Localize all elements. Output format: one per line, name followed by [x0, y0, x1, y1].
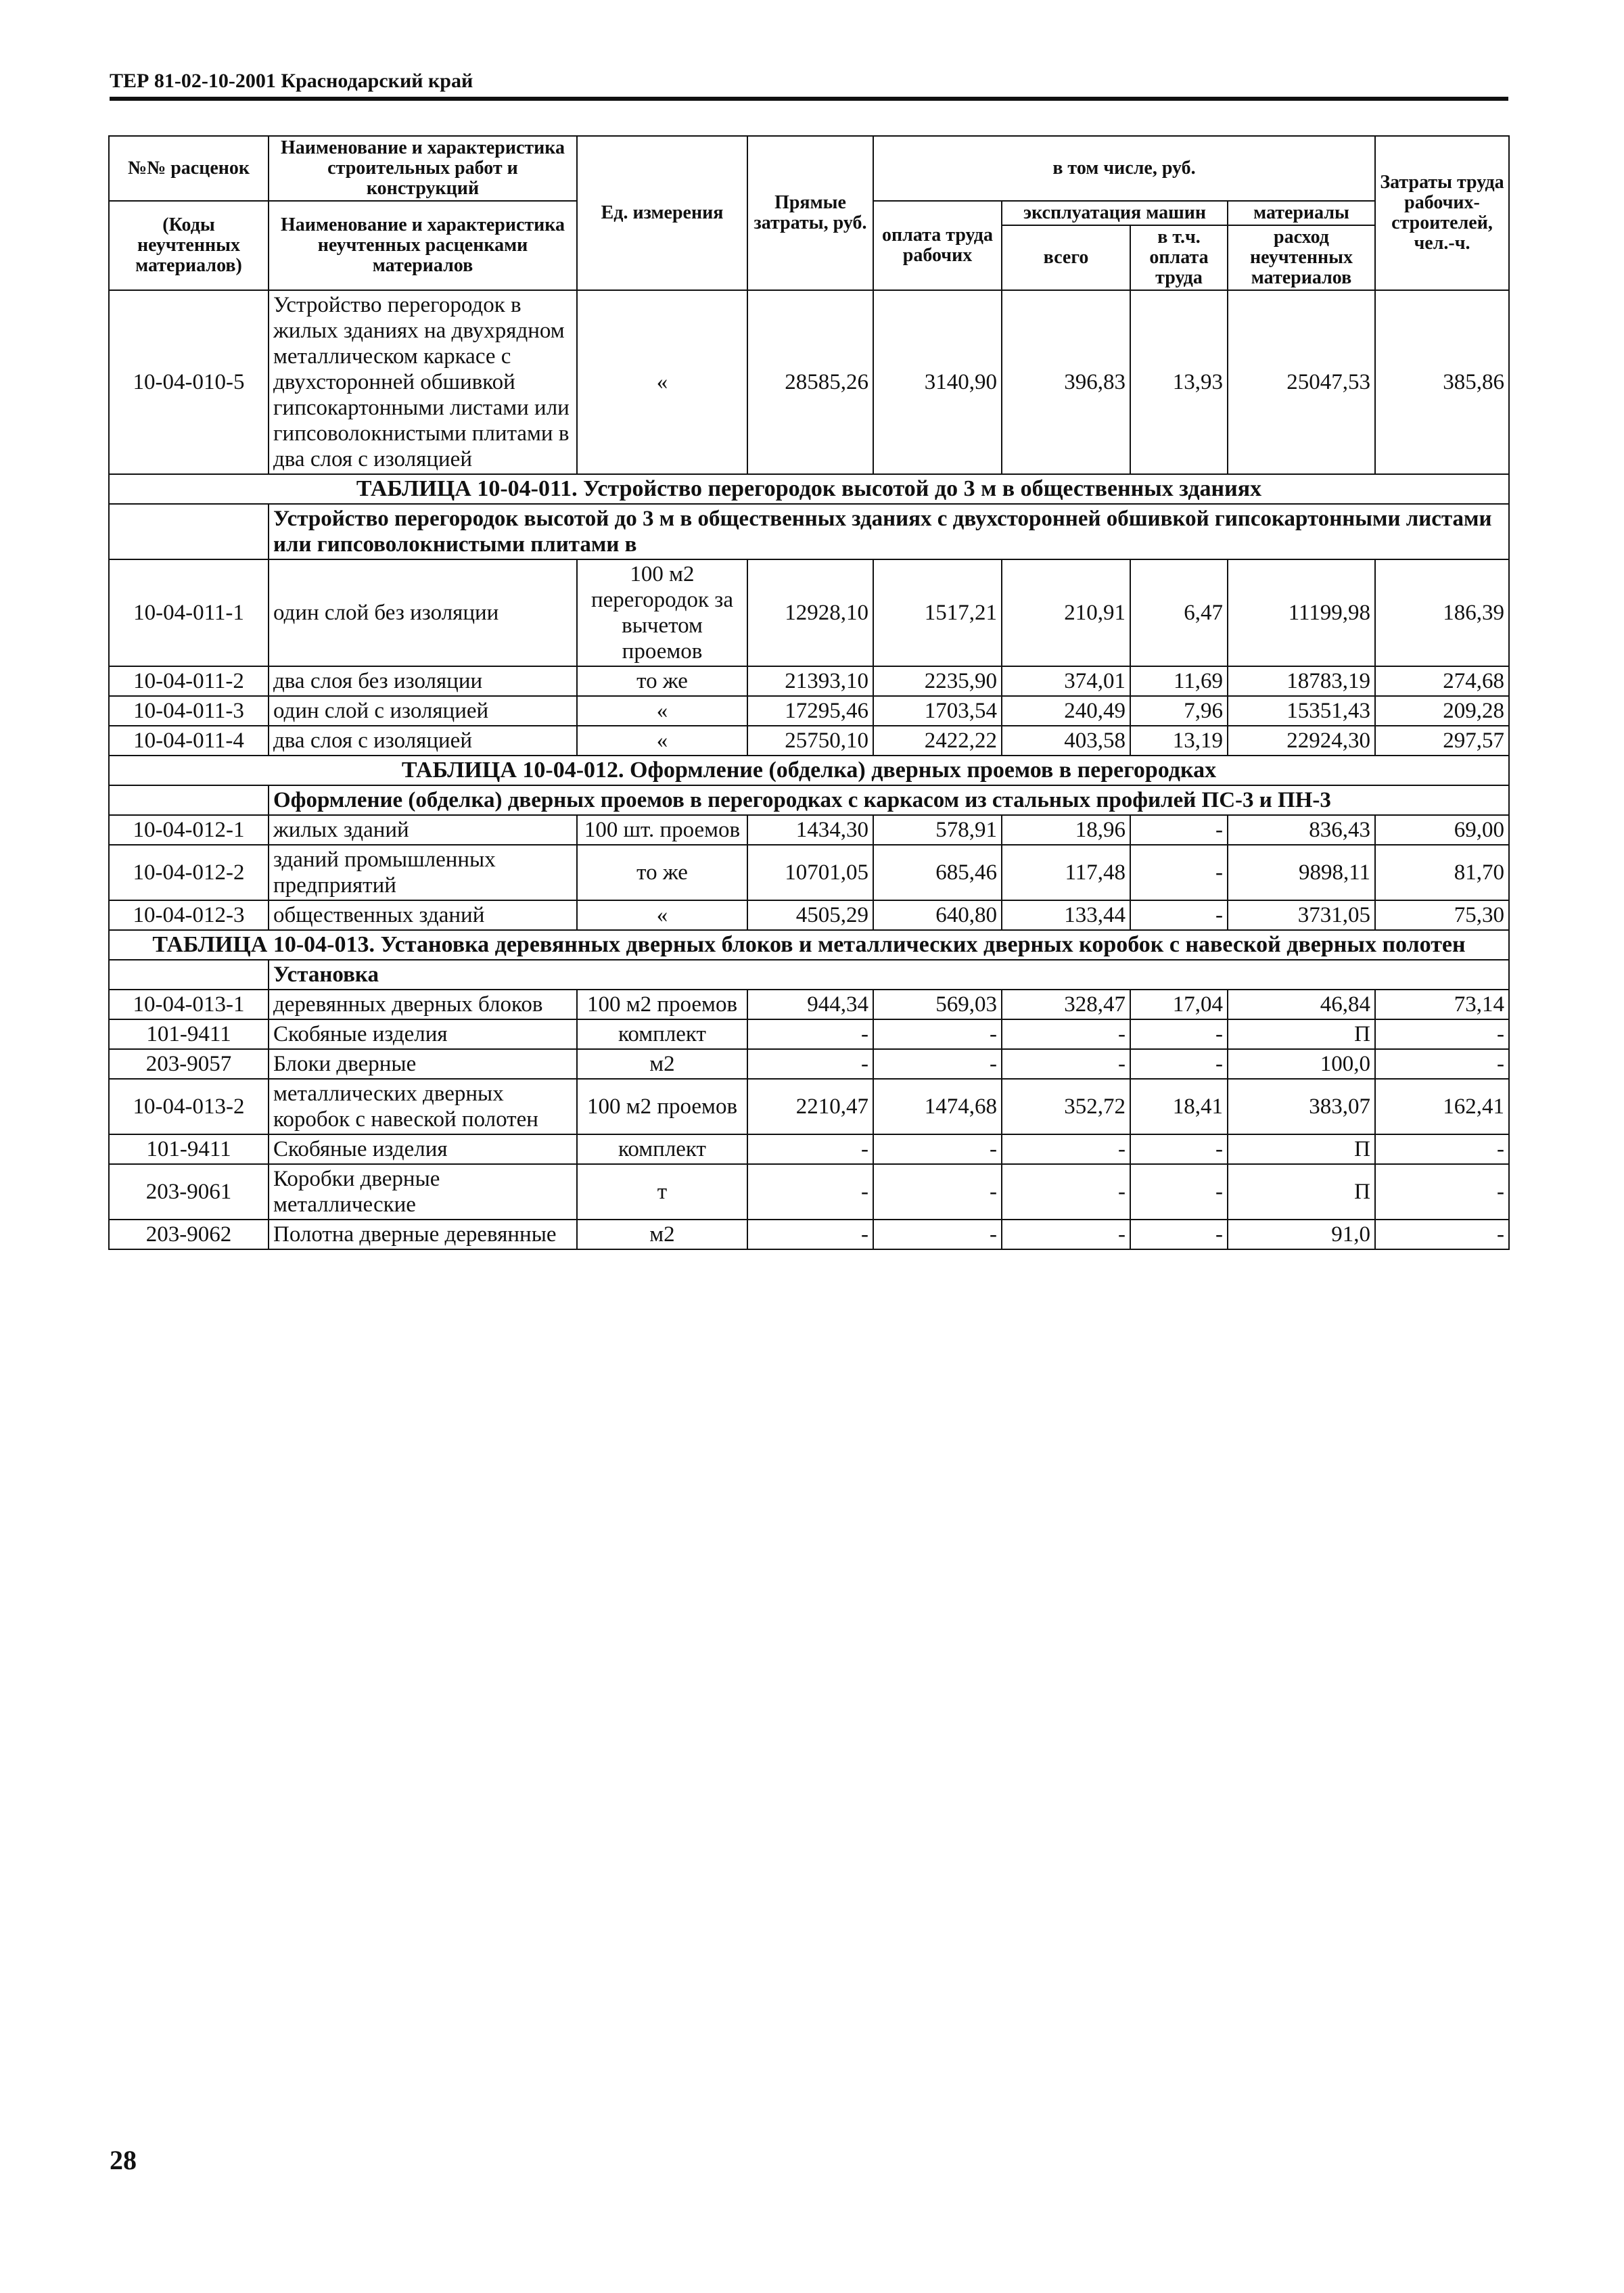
section-title-cell: ТАБЛИЦА 10-04-013. Установка деревянных дверных блоков и металлических дверных коробок с навеской дверных полотен	[109, 930, 1509, 960]
wages-cell: -	[873, 1164, 1002, 1220]
rate-code-cell: 10-04-012-1	[109, 815, 269, 845]
labor-cell: 385,86	[1375, 290, 1509, 474]
machines-wages-cell: 13,93	[1130, 290, 1228, 474]
col-code-alt-header: (Коды неучтенных материалов)	[109, 201, 269, 290]
wages-cell: 2235,90	[873, 666, 1002, 696]
machines-total-cell: 117,48	[1002, 845, 1130, 900]
table-section-title	[109, 474, 1509, 504]
machines-total-cell: 18,96	[1002, 815, 1130, 845]
wages-cell: 578,91	[873, 815, 1002, 845]
table-row	[109, 815, 1509, 845]
rate-code-cell: 10-04-012-2	[109, 845, 269, 900]
work-name-cell: жилых зданий	[269, 815, 577, 845]
labor-cell: 69,00	[1375, 815, 1509, 845]
machines-total-cell: 210,91	[1002, 559, 1130, 666]
table-section-title	[109, 930, 1509, 960]
unit-cell: т	[577, 1164, 747, 1220]
materials-cell: 46,84	[1228, 990, 1375, 1019]
materials-cell: 9898,11	[1228, 845, 1375, 900]
rate-code-cell: 203-9057	[109, 1049, 269, 1079]
materials-cell: 15351,43	[1228, 696, 1375, 726]
materials-cell: 25047,53	[1228, 290, 1375, 474]
rate-code-cell: 203-9062	[109, 1220, 269, 1249]
rate-code-cell: 10-04-011-3	[109, 696, 269, 726]
col-materials-header: материалы	[1228, 201, 1375, 225]
unit-cell: «	[577, 900, 747, 930]
direct-cost-cell: -	[747, 1134, 873, 1164]
wages-cell: 2422,22	[873, 726, 1002, 756]
table-row	[109, 1019, 1509, 1049]
materials-cell: 383,07	[1228, 1079, 1375, 1134]
empty-cell	[109, 785, 269, 815]
col-labor-header: Затраты труда рабочих-строителей, чел.-ч.	[1375, 136, 1509, 290]
wages-cell: -	[873, 1220, 1002, 1249]
machines-total-cell: 240,49	[1002, 696, 1130, 726]
materials-cell: 11199,98	[1228, 559, 1375, 666]
wages-cell: 640,80	[873, 900, 1002, 930]
table-row	[109, 1134, 1509, 1164]
col-name-header: Наименование и характеристика строительных работ и конструкций	[269, 136, 577, 201]
wages-cell: 685,46	[873, 845, 1002, 900]
materials-cell: П	[1228, 1134, 1375, 1164]
col-name-alt-header: Наименование и характеристика неучтенных расценками материалов	[269, 201, 577, 290]
work-name-cell: Устройство перегородок в жилых зданиях на двухрядном металлическом каркасе с двухсторонней обшивкой гипсокартонными листами или гипсоволокнистыми плитами в два слоя с изоляцией	[269, 290, 577, 474]
direct-cost-cell: 21393,10	[747, 666, 873, 696]
unit-cell: «	[577, 726, 747, 756]
table-row	[109, 559, 1509, 666]
table-row	[109, 290, 1509, 474]
unit-cell: м2	[577, 1220, 747, 1249]
page-header: ТЕР 81-02-10-2001 Краснодарский край	[110, 70, 473, 92]
table-subheading-row	[109, 960, 1509, 990]
machines-total-cell: -	[1002, 1134, 1130, 1164]
direct-cost-cell: -	[747, 1164, 873, 1220]
work-name-cell: Скобяные изделия	[269, 1019, 577, 1049]
materials-cell: 100,0	[1228, 1049, 1375, 1079]
page-number: 28	[110, 2145, 137, 2175]
section-title-cell: ТАБЛИЦА 10-04-012. Оформление (обделка) дверных проемов в перегородках	[109, 756, 1509, 785]
rate-code-cell: 10-04-013-1	[109, 990, 269, 1019]
rate-code-cell: 101-9411	[109, 1019, 269, 1049]
empty-cell	[109, 504, 269, 559]
direct-cost-cell: 1434,30	[747, 815, 873, 845]
rate-code-cell: 10-04-011-2	[109, 666, 269, 696]
machines-total-cell: 328,47	[1002, 990, 1130, 1019]
work-name-cell: Полотна дверные деревянные	[269, 1220, 577, 1249]
machines-wages-cell: 11,69	[1130, 666, 1228, 696]
work-name-cell: два слоя с изоляцией	[269, 726, 577, 756]
subheading-cell: Установка	[269, 960, 1509, 990]
wages-cell: -	[873, 1134, 1002, 1164]
labor-cell: 162,41	[1375, 1079, 1509, 1134]
work-name-cell: деревянных дверных блоков	[269, 990, 577, 1019]
unit-cell: 100 м2 проемов	[577, 1079, 747, 1134]
labor-cell: 297,57	[1375, 726, 1509, 756]
work-name-cell: два слоя без изоляции	[269, 666, 577, 696]
wages-cell: -	[873, 1019, 1002, 1049]
work-name-cell: один слой с изоляцией	[269, 696, 577, 726]
machines-total-cell: 133,44	[1002, 900, 1130, 930]
col-materials-alt-header: расход неучтенных материалов	[1228, 225, 1375, 290]
labor-cell: -	[1375, 1220, 1509, 1249]
direct-cost-cell: 17295,46	[747, 696, 873, 726]
machines-wages-cell: 17,04	[1130, 990, 1228, 1019]
work-name-cell: общественных зданий	[269, 900, 577, 930]
machines-total-cell: 374,01	[1002, 666, 1130, 696]
machines-wages-cell: 6,47	[1130, 559, 1228, 666]
labor-cell: 209,28	[1375, 696, 1509, 726]
unit-cell: то же	[577, 666, 747, 696]
labor-cell: -	[1375, 1164, 1509, 1220]
machines-wages-cell: 7,96	[1130, 696, 1228, 726]
labor-cell: 274,68	[1375, 666, 1509, 696]
unit-cell: 100 м2 проемов	[577, 990, 747, 1019]
direct-cost-cell: -	[747, 1220, 873, 1249]
machines-total-cell: 396,83	[1002, 290, 1130, 474]
machines-wages-cell: -	[1130, 845, 1228, 900]
col-direct-header: Прямые затраты, руб.	[747, 136, 873, 290]
col-unit-header: Ед. измерения	[577, 136, 747, 290]
machines-total-cell: -	[1002, 1220, 1130, 1249]
table-row	[109, 1164, 1509, 1220]
machines-wages-cell: -	[1130, 1220, 1228, 1249]
labor-cell: 186,39	[1375, 559, 1509, 666]
header-row-1	[109, 136, 1509, 201]
wages-cell: 1517,21	[873, 559, 1002, 666]
rate-code-cell: 10-04-011-4	[109, 726, 269, 756]
direct-cost-cell: 25750,10	[747, 726, 873, 756]
machines-wages-cell: -	[1130, 1049, 1228, 1079]
wages-cell: -	[873, 1049, 1002, 1079]
subheading-cell: Оформление (обделка) дверных проемов в перегородках с каркасом из стальных профилей ПС-3 и ПН-3	[269, 785, 1509, 815]
table-section-title	[109, 756, 1509, 785]
unit-cell: комплект	[577, 1134, 747, 1164]
subheading-cell: Устройство перегородок высотой до 3 м в общественных зданиях с двухсторонней обшивкой гипсокартонными листами или гипсоволокнистыми плитами в	[269, 504, 1509, 559]
unit-cell: комплект	[577, 1019, 747, 1049]
wages-cell: 1474,68	[873, 1079, 1002, 1134]
table-row	[109, 726, 1509, 756]
machines-total-cell: -	[1002, 1049, 1130, 1079]
rate-code-cell: 203-9061	[109, 1164, 269, 1220]
direct-cost-cell: 10701,05	[747, 845, 873, 900]
materials-cell: 91,0	[1228, 1220, 1375, 1249]
machines-wages-cell: 13,19	[1130, 726, 1228, 756]
direct-cost-cell: 28585,26	[747, 290, 873, 474]
table-row	[109, 666, 1509, 696]
work-name-cell: зданий промышленных предприятий	[269, 845, 577, 900]
machines-wages-cell: -	[1130, 1019, 1228, 1049]
materials-cell: П	[1228, 1164, 1375, 1220]
wages-cell: 3140,90	[873, 290, 1002, 474]
labor-cell: -	[1375, 1019, 1509, 1049]
rate-code-cell: 101-9411	[109, 1134, 269, 1164]
materials-cell: 18783,19	[1228, 666, 1375, 696]
table-subheading-row	[109, 785, 1509, 815]
machines-total-cell: 352,72	[1002, 1079, 1130, 1134]
direct-cost-cell: -	[747, 1049, 873, 1079]
materials-cell: 836,43	[1228, 815, 1375, 845]
section-title-cell: ТАБЛИЦА 10-04-011. Устройство перегородок высотой до 3 м в общественных зданиях	[109, 474, 1509, 504]
machines-total-cell: 403,58	[1002, 726, 1130, 756]
header-rule	[110, 97, 1508, 101]
direct-cost-cell: 944,34	[747, 990, 873, 1019]
labor-cell: -	[1375, 1134, 1509, 1164]
rate-code-cell: 10-04-011-1	[109, 559, 269, 666]
col-including-header: в том числе, руб.	[873, 136, 1375, 201]
machines-total-cell: -	[1002, 1019, 1130, 1049]
machines-wages-cell: -	[1130, 1164, 1228, 1220]
wages-cell: 1703,54	[873, 696, 1002, 726]
col-machines-total-header: всего	[1002, 225, 1130, 290]
table-row	[109, 900, 1509, 930]
direct-cost-cell: 12928,10	[747, 559, 873, 666]
table-row	[109, 1049, 1509, 1079]
labor-cell: 75,30	[1375, 900, 1509, 930]
labor-cell: -	[1375, 1049, 1509, 1079]
work-name-cell: металлических дверных коробок с навеской полотен	[269, 1079, 577, 1134]
rate-code-cell: 10-04-013-2	[109, 1079, 269, 1134]
work-name-cell: Блоки дверные	[269, 1049, 577, 1079]
machines-wages-cell: 18,41	[1130, 1079, 1228, 1134]
rate-code-cell: 10-04-010-5	[109, 290, 269, 474]
work-name-cell: Коробки дверные металлические	[269, 1164, 577, 1220]
empty-cell	[109, 960, 269, 990]
wages-cell: 569,03	[873, 990, 1002, 1019]
unit-cell: «	[577, 290, 747, 474]
table-row	[109, 1079, 1509, 1134]
table-subheading-row	[109, 504, 1509, 559]
unit-cell: «	[577, 696, 747, 726]
unit-cell: то же	[577, 845, 747, 900]
col-machines-header: эксплуатация машин	[1002, 201, 1228, 225]
labor-cell: 73,14	[1375, 990, 1509, 1019]
table-row	[109, 990, 1509, 1019]
unit-cell: 100 м2 перегородок за вычетом проемов	[577, 559, 747, 666]
materials-cell: 3731,05	[1228, 900, 1375, 930]
direct-cost-cell: 2210,47	[747, 1079, 873, 1134]
machines-wages-cell: -	[1130, 1134, 1228, 1164]
col-wages-header: оплата труда рабочих	[873, 201, 1002, 290]
machines-wages-cell: -	[1130, 900, 1228, 930]
unit-cell: м2	[577, 1049, 747, 1079]
col-machines-wages-header: в т.ч. оплата труда	[1130, 225, 1228, 290]
labor-cell: 81,70	[1375, 845, 1509, 900]
work-name-cell: Скобяные изделия	[269, 1134, 577, 1164]
table-row	[109, 845, 1509, 900]
machines-total-cell: -	[1002, 1164, 1130, 1220]
direct-cost-cell: 4505,29	[747, 900, 873, 930]
machines-wages-cell: -	[1130, 815, 1228, 845]
rate-code-cell: 10-04-012-3	[109, 900, 269, 930]
direct-cost-cell: -	[747, 1019, 873, 1049]
materials-cell: П	[1228, 1019, 1375, 1049]
rates-table	[108, 135, 1510, 1250]
table-row	[109, 696, 1509, 726]
col-code-header: №№ расценок	[109, 136, 269, 201]
unit-cell: 100 шт. проемов	[577, 815, 747, 845]
work-name-cell: один слой без изоляции	[269, 559, 577, 666]
table-row	[109, 1220, 1509, 1249]
materials-cell: 22924,30	[1228, 726, 1375, 756]
